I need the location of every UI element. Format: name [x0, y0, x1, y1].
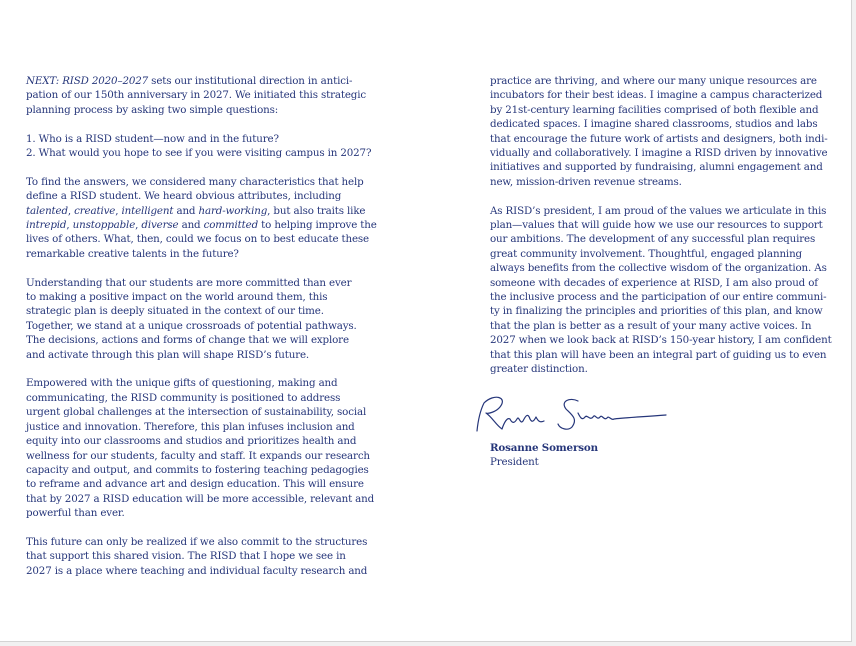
- priorities-paragraph: [26, 376, 375, 520]
- text-line: that encourage the future work of artists and designers, both indi-: [490, 132, 828, 145]
- text-line: vidually and collaboratively. I imagine a RISD driven by innovative: [490, 147, 828, 160]
- text-line: initiatives and supported by fundraising, alumni engagement and: [490, 161, 823, 174]
- text-line: wellness for our students, faculty and staff. It expands our research: [26, 449, 370, 462]
- question-item: 2. What would you hope to see if you were visiting campus in 2027?: [26, 147, 372, 160]
- signatory-title: President: [490, 456, 539, 469]
- text-line: that by 2027 a RISD education will be more accessible, relevant and: [26, 492, 375, 505]
- text-line: greater distinction.: [490, 363, 588, 376]
- text-line: ty in finalizing the principles and priorities of this plan, and know: [490, 305, 823, 318]
- text-line: incubators for their best ideas. I imagine a campus characterized: [490, 89, 823, 102]
- text-line: To find the answers, we considered many characteristics that help: [26, 175, 364, 188]
- text-line: our ambitions. The development of any successful plan requires: [490, 233, 816, 246]
- text-line: talented, creative, intelligent and hard-working, but also traits like: [26, 204, 366, 217]
- right-column: [490, 74, 830, 470]
- text-line: plan—values that will guide how we use our resources to support: [490, 219, 823, 232]
- intro-paragraph: [26, 74, 371, 117]
- text-line: someone with decades of experience at RISD, I am also proud of: [490, 276, 818, 289]
- text-line: 2027 when we look back at RISD’s 150-year history, I am confident: [490, 334, 832, 347]
- text-line: to making a positive impact on the world around them, this: [26, 291, 328, 304]
- left-column: [26, 74, 377, 593]
- structures-paragraph: [26, 535, 371, 578]
- handwritten-signature: [470, 391, 680, 441]
- text-line: powerful than ever.: [26, 507, 125, 520]
- text-line: Together, we stand at a unique crossroads of potential pathways.: [26, 319, 357, 332]
- text-line: NEXT: RISD 2020–2027 sets our institutional direction in antici-: [26, 75, 353, 87]
- text-line: As RISD’s president, I am proud of the values we articulate in this: [490, 204, 827, 217]
- text-line: and activate through this plan will shape RISD’s future.: [26, 348, 310, 361]
- signatory-name: Rosanne Somerson: [490, 441, 598, 454]
- text-line: dedicated spaces. I imagine shared classrooms, studios and labs: [490, 118, 818, 131]
- text-line: the inclusive process and the participation of our entire communi-: [490, 291, 827, 304]
- text-line: justice and innovation. Therefore, this plan infuses inclusion and: [26, 420, 355, 433]
- text-line: great community involvement. Thoughtful, engaged planning: [490, 247, 802, 260]
- text-line: to reframe and advance art and design education. This will ensure: [26, 478, 364, 491]
- text-line: that support this shared vision. The RISD that I hope we see in: [26, 550, 346, 563]
- text-line: planning process by asking two simple questions:: [26, 103, 279, 116]
- text-line: communicating, the RISD community is positioned to address: [26, 391, 341, 404]
- attributes-paragraph: [26, 175, 377, 261]
- text-line: lives of others. What, then, could we focus on to best educate these: [26, 233, 369, 246]
- text-line: This future can only be realized if we also commit to the structures: [26, 535, 368, 548]
- text-line: Empowered with the unique gifts of questioning, making and: [26, 377, 338, 390]
- context-paragraph: [26, 276, 371, 362]
- text-line: equity into our classrooms and studios and prioritizes health and: [26, 435, 357, 448]
- text-line: urgent global challenges at the intersection of sustainability, social: [26, 406, 367, 419]
- text-line: 2027 is a place where teaching and individual faculty research and: [26, 564, 368, 577]
- vision-paragraph: [490, 74, 830, 189]
- text-line: remarkable creative talents in the future?: [26, 247, 239, 260]
- question-item: 1. Who is a RISD student—now and in the future?: [26, 132, 279, 145]
- text-line: that the plan is better as a result of your many active voices. In: [490, 319, 812, 332]
- president-paragraph: [490, 204, 830, 377]
- text-line: Understanding that our students are more committed than ever: [26, 276, 352, 289]
- text-line: practice are thriving, and where our many unique resources are: [490, 75, 817, 87]
- text-line: that this plan will have been an integral part of guiding us to even: [490, 348, 827, 361]
- text-line: define a RISD student. We heard obvious attributes, including: [26, 190, 342, 203]
- text-line: new, mission-driven revenue streams.: [490, 175, 682, 188]
- text-line: The decisions, actions and forms of change that we will explore: [26, 334, 349, 347]
- signature-image: [470, 391, 680, 441]
- text-line: intrepid, unstoppable, diverse and committed to helping improve the: [26, 219, 377, 232]
- text-line: by 21st-century learning facilities comprised of both flexible and: [490, 103, 819, 116]
- text-line: pation of our 150th anniversary in 2027. We initiated this strategic: [26, 89, 366, 102]
- plan-title: NEXT: RISD 2020–2027: [26, 75, 149, 87]
- text-line: capacity and output, and commits to fostering teaching pedagogies: [26, 463, 369, 476]
- text-line: strategic plan is deeply situated in the context of our time.: [26, 305, 324, 318]
- questions-list: [26, 132, 371, 161]
- text-line: always benefits from the collective wisdom of the organization. As: [490, 262, 827, 275]
